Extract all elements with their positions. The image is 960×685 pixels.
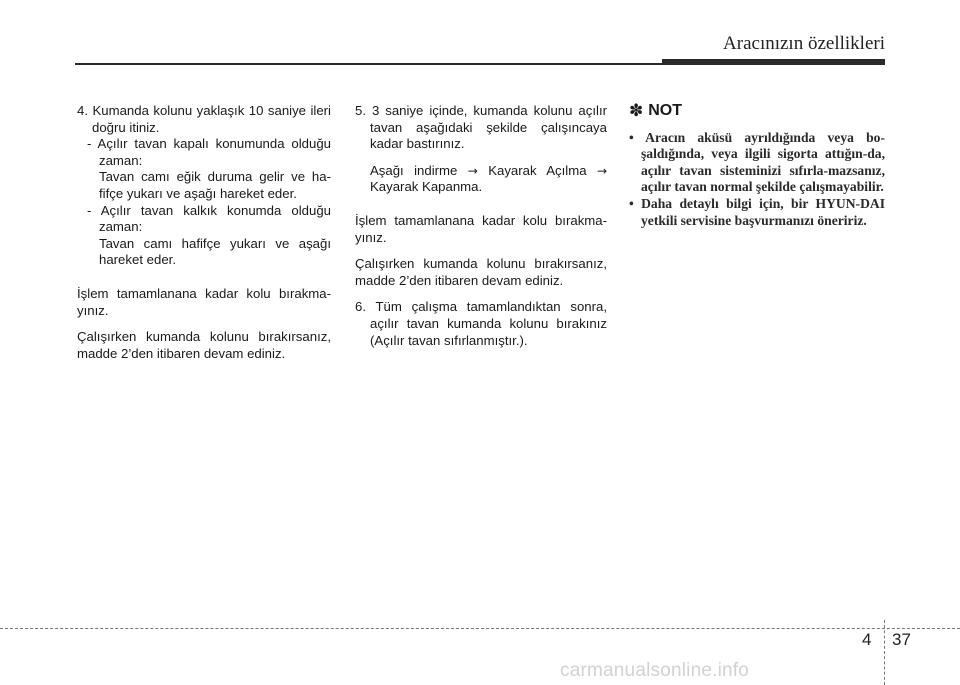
paragraph-restart-step-2: Çalışırken kumanda kolunu bırakırsanız, madde 2’den itibaren devam ediniz. [77,329,331,361]
footer-dashed-divider [884,620,885,685]
note-list [629,130,885,230]
arrow-right-icon: → [596,163,607,178]
note-item-dealer: • Daha detaylı bilgi için, bir HYUN-DAI yetkili servisine başvurmanızı öneririz. [629,195,885,228]
header-rule-thick [662,59,885,65]
chapter-number: 4 [862,630,872,649]
step-4-sub-1-label: - Açılır tavan kapalı konumunda olduğu zaman: [87,136,331,168]
watermark: carmanualsonline.info [560,660,750,681]
note-item-battery: • Aracın aküsü ayrıldığında veya bo-şaldığında, veya ilgili sigorta attığın-da, açılır tavan sisteminizi sıfırla-mazsanız, açılır tavan normal şekilde çalışmayabilir. [629,129,885,195]
step-4-sub-1-text: Tavan camı eğik duruma gelir ve ha-fifçe yukarı ve aşağı hareket eder. [99,169,331,201]
header-rule-thin [75,63,662,65]
step-4: 4. Kumanda kolunu yaklaşık 10 saniye ileri doğru itiniz. [77,103,331,135]
note-box [629,103,885,229]
sequence-part-slide-open: Kayarak Açılma [488,162,587,178]
paragraph-do-not-release: İşlem tamamlanana kadar kolu bırakma-yınız. [77,285,331,318]
note-title: NOT [648,102,683,119]
arrow-right-icon: → [467,163,478,178]
column-left [77,103,331,362]
footer-dashed-rule [0,628,960,629]
step-4-sub-2-text: Tavan camı hafifçe yukarı ve aşağı hareket eder. [99,235,331,268]
sequence-part-down: Aşağı indirme [370,162,458,178]
sequence-part-slide-close: Kayarak Kapanma. [370,179,483,195]
paragraph-restart-step-2: Çalışırken kumanda kolunu bırakırsanız, madde 2’den itibaren devam ediniz. [355,256,607,288]
note-heading [629,103,885,120]
page-header-title: Aracınızın özellikleri [723,33,885,54]
column-middle [355,103,607,349]
page-number: 37 [892,630,911,649]
step-5: 5. 3 saniye içinde, kumanda kolunu açılır tavan aşağıdaki şekilde çalışıncaya kadar bastırınız. [355,103,607,152]
step-4-sub-2-label: - Açılır tavan kalkık konumda olduğu zaman: [87,202,331,235]
asterisk-icon: ✽ [629,101,644,121]
step-6: 6. Tüm çalışma tamamlandıktan sonra, açılır tavan kumanda kolunu bırakınız (Açılır tavan sıfırlanmıştır.). [355,299,607,348]
operation-sequence [355,163,607,196]
paragraph-do-not-release: İşlem tamamlanana kadar kolu bırakma-yınız. [355,212,607,245]
